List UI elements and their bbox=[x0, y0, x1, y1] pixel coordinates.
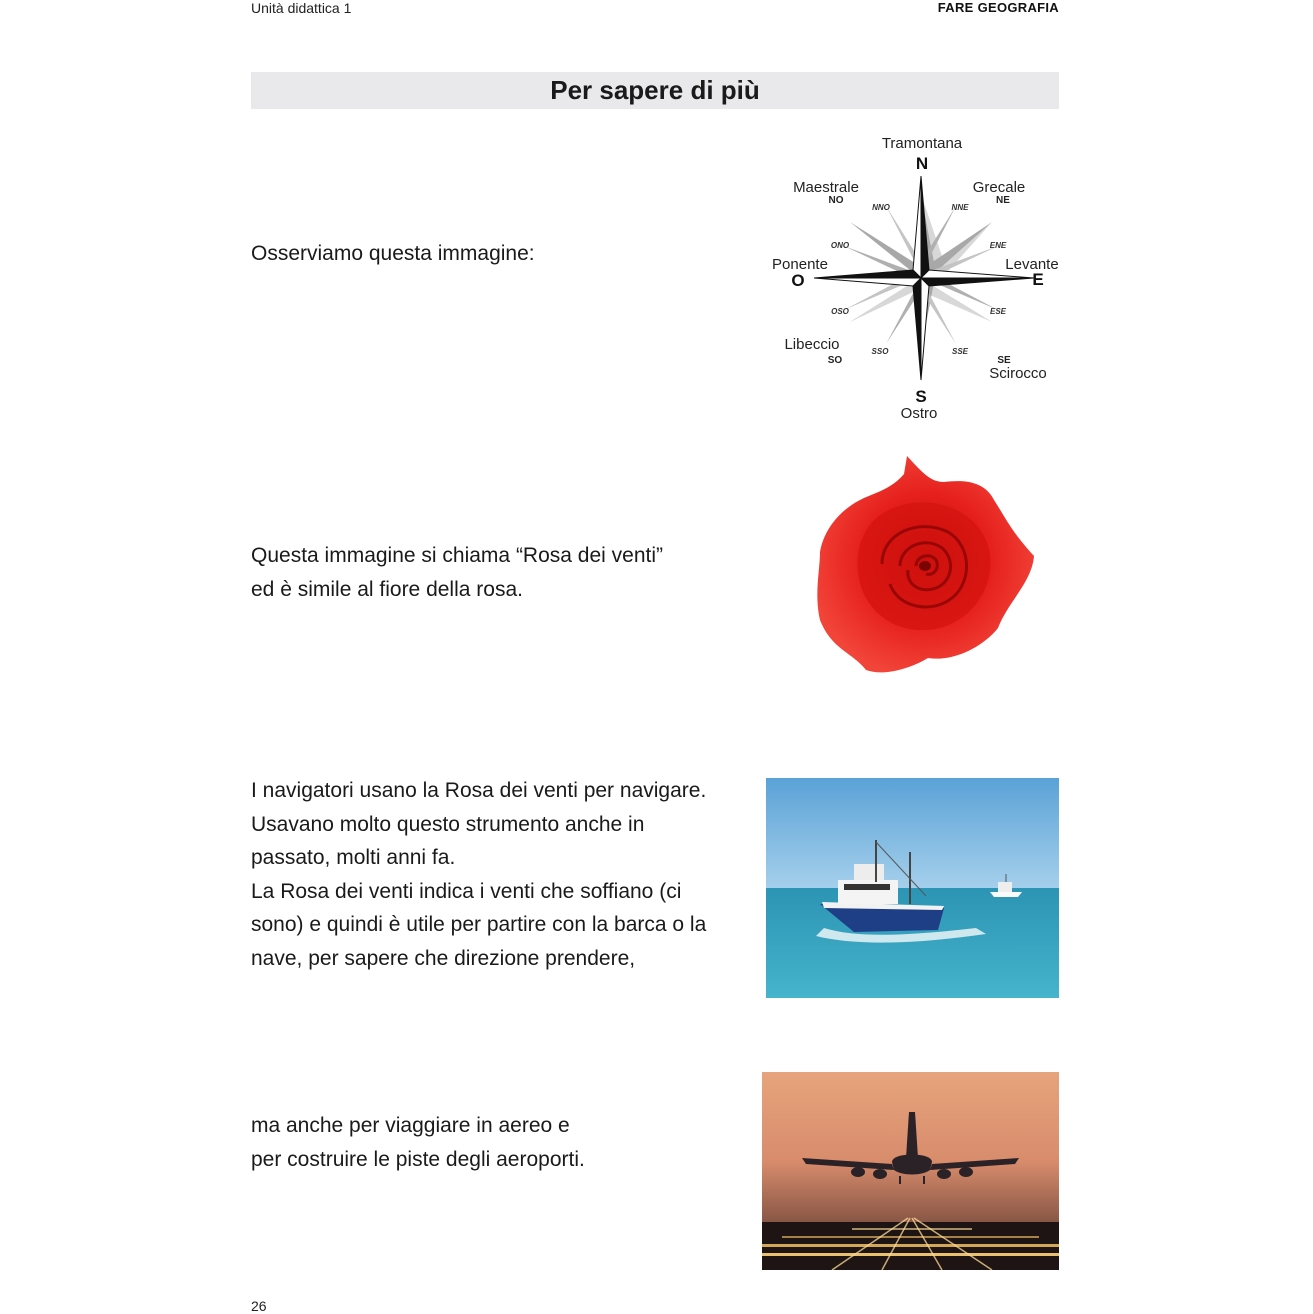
text-line: Osserviamo questa immagine: bbox=[251, 242, 535, 265]
wind-maestrale: Maestrale bbox=[793, 179, 859, 196]
text-line: per costruire le piste degli aeroporti. bbox=[251, 1147, 585, 1171]
minor-nno: NNO bbox=[872, 203, 890, 212]
minor-sse: SSE bbox=[951, 347, 969, 356]
text-line: I navigatori usano la Rosa dei venti per navigare. bbox=[251, 779, 707, 802]
text-line: La Rosa dei venti indica i venti che soffiano (ci bbox=[251, 879, 682, 903]
header-unit: Unità didattica 1 bbox=[251, 0, 352, 16]
minor-ene: ENE bbox=[989, 241, 1007, 250]
cardinal-n: N bbox=[915, 154, 929, 173]
paragraph-rose-description bbox=[251, 539, 663, 606]
wind-ponente: Ponente bbox=[772, 256, 828, 273]
wind-libeccio: Libeccio bbox=[784, 336, 840, 353]
minor-sso: SSO bbox=[871, 347, 889, 356]
text-line: passato, molti anni fa. bbox=[251, 846, 456, 869]
compass-main-star bbox=[814, 176, 1034, 380]
wind-scirocco: Scirocco bbox=[989, 365, 1047, 382]
wind-grecale: Grecale bbox=[972, 179, 1026, 196]
cardinal-e: E bbox=[1032, 270, 1044, 289]
airplane-photo bbox=[762, 1072, 1059, 1270]
compass-rose-image bbox=[766, 130, 1062, 422]
section-title: Per sapere di più bbox=[550, 75, 760, 105]
minor-oso: OSO bbox=[831, 307, 849, 316]
text-line: sono) e quindi è utile per partire con la barca o la bbox=[251, 913, 707, 936]
text-line: Questa immagine si chiama “Rosa dei venti” bbox=[251, 544, 664, 567]
cardinal-o: O bbox=[791, 271, 805, 290]
minor-nne: NNE bbox=[951, 203, 969, 212]
paragraph-navigators bbox=[251, 774, 706, 975]
page-number: 26 bbox=[251, 1298, 267, 1314]
text-line: nave, per sapere che direzione prendere, bbox=[251, 946, 636, 970]
minor-ese: ESE bbox=[989, 307, 1007, 316]
wind-ostro: Ostro bbox=[900, 405, 938, 422]
header-subject: FARE GEOGRAFIA bbox=[937, 0, 1059, 15]
text-line: Usavano molto questo strumento anche in bbox=[251, 812, 645, 836]
intercardinal-so: SO bbox=[827, 355, 843, 366]
section-title-bar bbox=[251, 72, 1059, 109]
intercardinal-se: SE bbox=[997, 355, 1011, 366]
intercardinal-no: NO bbox=[828, 195, 844, 206]
minor-ono: ONO bbox=[830, 241, 850, 250]
text-line: ma anche per viaggiare in aereo e bbox=[251, 1114, 570, 1137]
rose-flower-image bbox=[812, 452, 1038, 676]
intercardinal-ne: NE bbox=[996, 195, 1010, 206]
wind-levante: Levante bbox=[1005, 256, 1059, 273]
wind-tramontana: Tramontana bbox=[881, 135, 963, 152]
boat-photo bbox=[766, 778, 1059, 998]
paragraph-intro bbox=[251, 237, 535, 271]
text-line: ed è simile al fiore della rosa. bbox=[251, 577, 523, 601]
paragraph-airplanes bbox=[251, 1109, 585, 1176]
cardinal-s: S bbox=[915, 387, 927, 406]
